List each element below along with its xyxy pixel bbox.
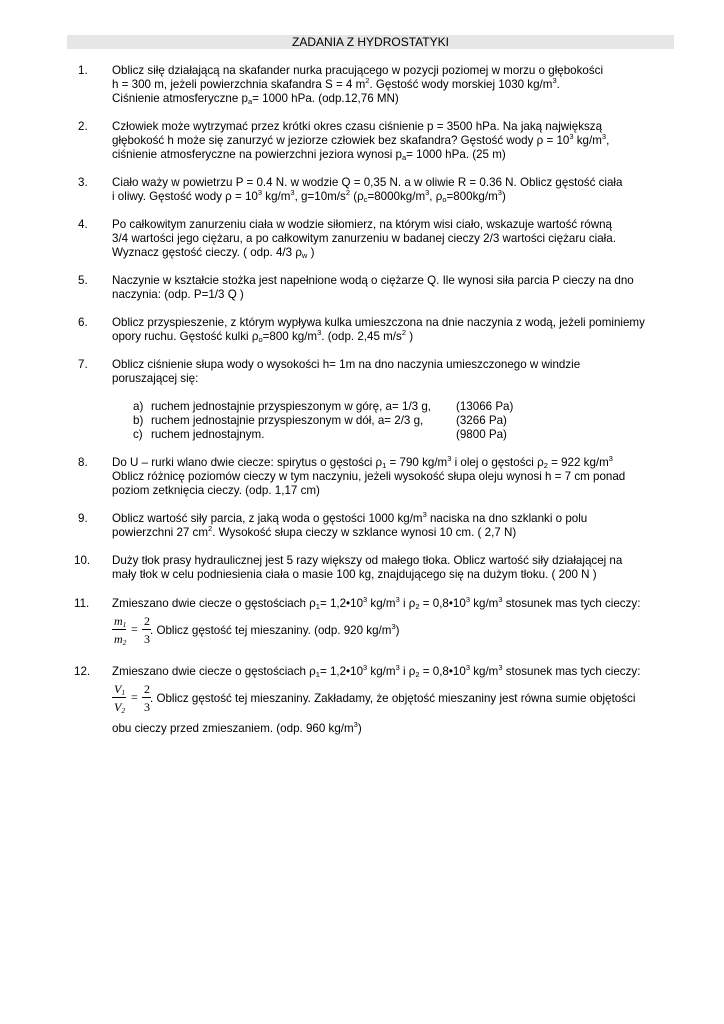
problem-number: 1. (78, 64, 88, 77)
problem-text: Duży tłok prasy hydraulicznej jest 5 razy większy od małego tłoka. Oblicz wartość siły działającej na mały tłok w celu podniesienia ciała o masie 100 kg, znajdującego się na dużym tłoku. ( 200 N ) (112, 554, 623, 581)
problem-number: 2. (78, 120, 88, 133)
problem-number: 11. (74, 597, 90, 610)
problem-text: Ciało waży w powietrzu P = 0.4 N. w wodzie Q = 0,35 N. a w oliwie R = 0.36 N. Oblicz gęstość ciała i oliwy. Gęstość wody $\rho = 10^3$ $kg/m^3$, $g=10m/s^2$ ($\rho_c=8000kg/m^3$, $\rho_o=800kg/m^3$) (112, 176, 623, 204)
problem-text: Zmieszano dwie ciecze o gęstościach $\rho_1=$ $1,2•10^3$ $kg/m^3$ i $\rho_2$ = $0,8•10^3$ $kg/m^3$ stosunek mas tych cieczy: $V_1$ $V_2$ = 2 3 . Oblicz gęstość tej mieszaniny. Zakładamy, że objętość mieszaniny jest równa sumie objętości obu cieczy przed zmieszaniem. (odp. 960 $kg/m^3$) (112, 663, 641, 735)
problem-text: Do U – rurki wlano dwie ciecze: spirytus o gęstości $\rho_1 = 790$ $kg/m^3$ i olej o gęstości $\rho_2 = 922$ $kg/m^3$ Oblicz różnicę poziomów cieczy w tym naczyniu, jeżeli wysokość słupa oleju wynosi h = 7 cm ponad poziom zetknięcia cieczy. (odp. 1,17 cm) (112, 454, 626, 497)
mass-ratio-fraction: $m_1$ $m_2$ = 2 3 (114, 614, 150, 647)
problem-number: 9. (78, 512, 88, 525)
problem-text: Oblicz przyspieszenie, z którym wypływa kulka umieszczona na dnie naczynia z wodą, jeżeli pominiemy opory ruchu. Gęstość kulki $\rho_o=800$ $kg/m^3$. (odp. 2,45 $m/s^2$ ) (112, 316, 645, 344)
volume-ratio-fraction: $V_1$ $V_2$ = 2 3 (114, 682, 150, 715)
problem-number: 4. (78, 218, 88, 231)
problem-number: 3. (78, 176, 88, 189)
problem-number: 8. (78, 456, 88, 469)
problem-text: Oblicz siłę działającą na skafander nurka pracującego w pozycji poziomej w morzu o głębokości h = 300 m, jeżeli powierzchnia skafandra S = 4 $m^2$. Gęstość wody morskiej 1030 $kg/m^3$. Ciśnienie atmosferyczne $p_a= 1000$ hPa. (odp.12,76 MN) (112, 64, 604, 106)
problem-number: 12. (74, 665, 91, 678)
problem-number: 6. (78, 316, 88, 329)
problem-text: Człowiek może wytrzymać przez krótki okres czasu ciśnienie p = 3500 hPa. Na jaką największą głębokość h może się zanurzyć w jeziorze człowiek bez skafandra? Gęstość wody $\rho = 10^3$ $kg/m^3$, ciśnienie atmosferyczne na powierzchni jeziora wynosi $p_a= 1000$ hPa. (25 m) (112, 120, 610, 162)
problem-text: Oblicz wartość siły parcia, z jaką woda o gęstości 1000 $kg/m^3$ naciska na dno szklanki o polu powierzchni 27 $cm^2$. Wysokość słupa cieczy w szklance wynosi 10 cm. ( 2,7 N) (112, 510, 588, 539)
problem-text: Zmieszano dwie ciecze o gęstościach $\rho_1=$ $1,2•10^3$ $kg/m^3$ i $\rho_2$ = $0,8•10^3$ $kg/m^3$ stosunek mas tych cieczy: $m_1$ $m_2$ = 2 3 . Oblicz gęstość tej mieszaniny. (odp. 920 $kg/m^3$) (112, 595, 641, 647)
problem-text: Naczynie w kształcie stożka jest napełnione wodą o ciężarze Q. Ile wynosi siła parcia P cieczy na dno naczynia: (odp. P=1/3 Q ) (112, 274, 634, 301)
problem-number: 10. (74, 554, 91, 567)
problem-text: Po całkowitym zanurzeniu ciała w wodzie siłomierz, na którym wisi ciało, wskazuje wartość równą 3/4 wartości jego ciężaru, a po całkowitym zanurzeniu w badanej cieczy 2/3 wartości ciężaru ciała. Wyznacz gęstość cieczy. ( odp. 4/3 $\rho_w$ ) (112, 218, 616, 260)
problem-text: Oblicz ciśnienie słupa wody o wysokości h= 1m na dno naczynia umieszczonego w windzie poruszającej się: (112, 358, 581, 385)
problem-number: 5. (78, 274, 88, 287)
page-title: ZADANIA Z HYDROSTATYKI (67, 35, 674, 49)
problem-number: 7. (78, 358, 88, 371)
